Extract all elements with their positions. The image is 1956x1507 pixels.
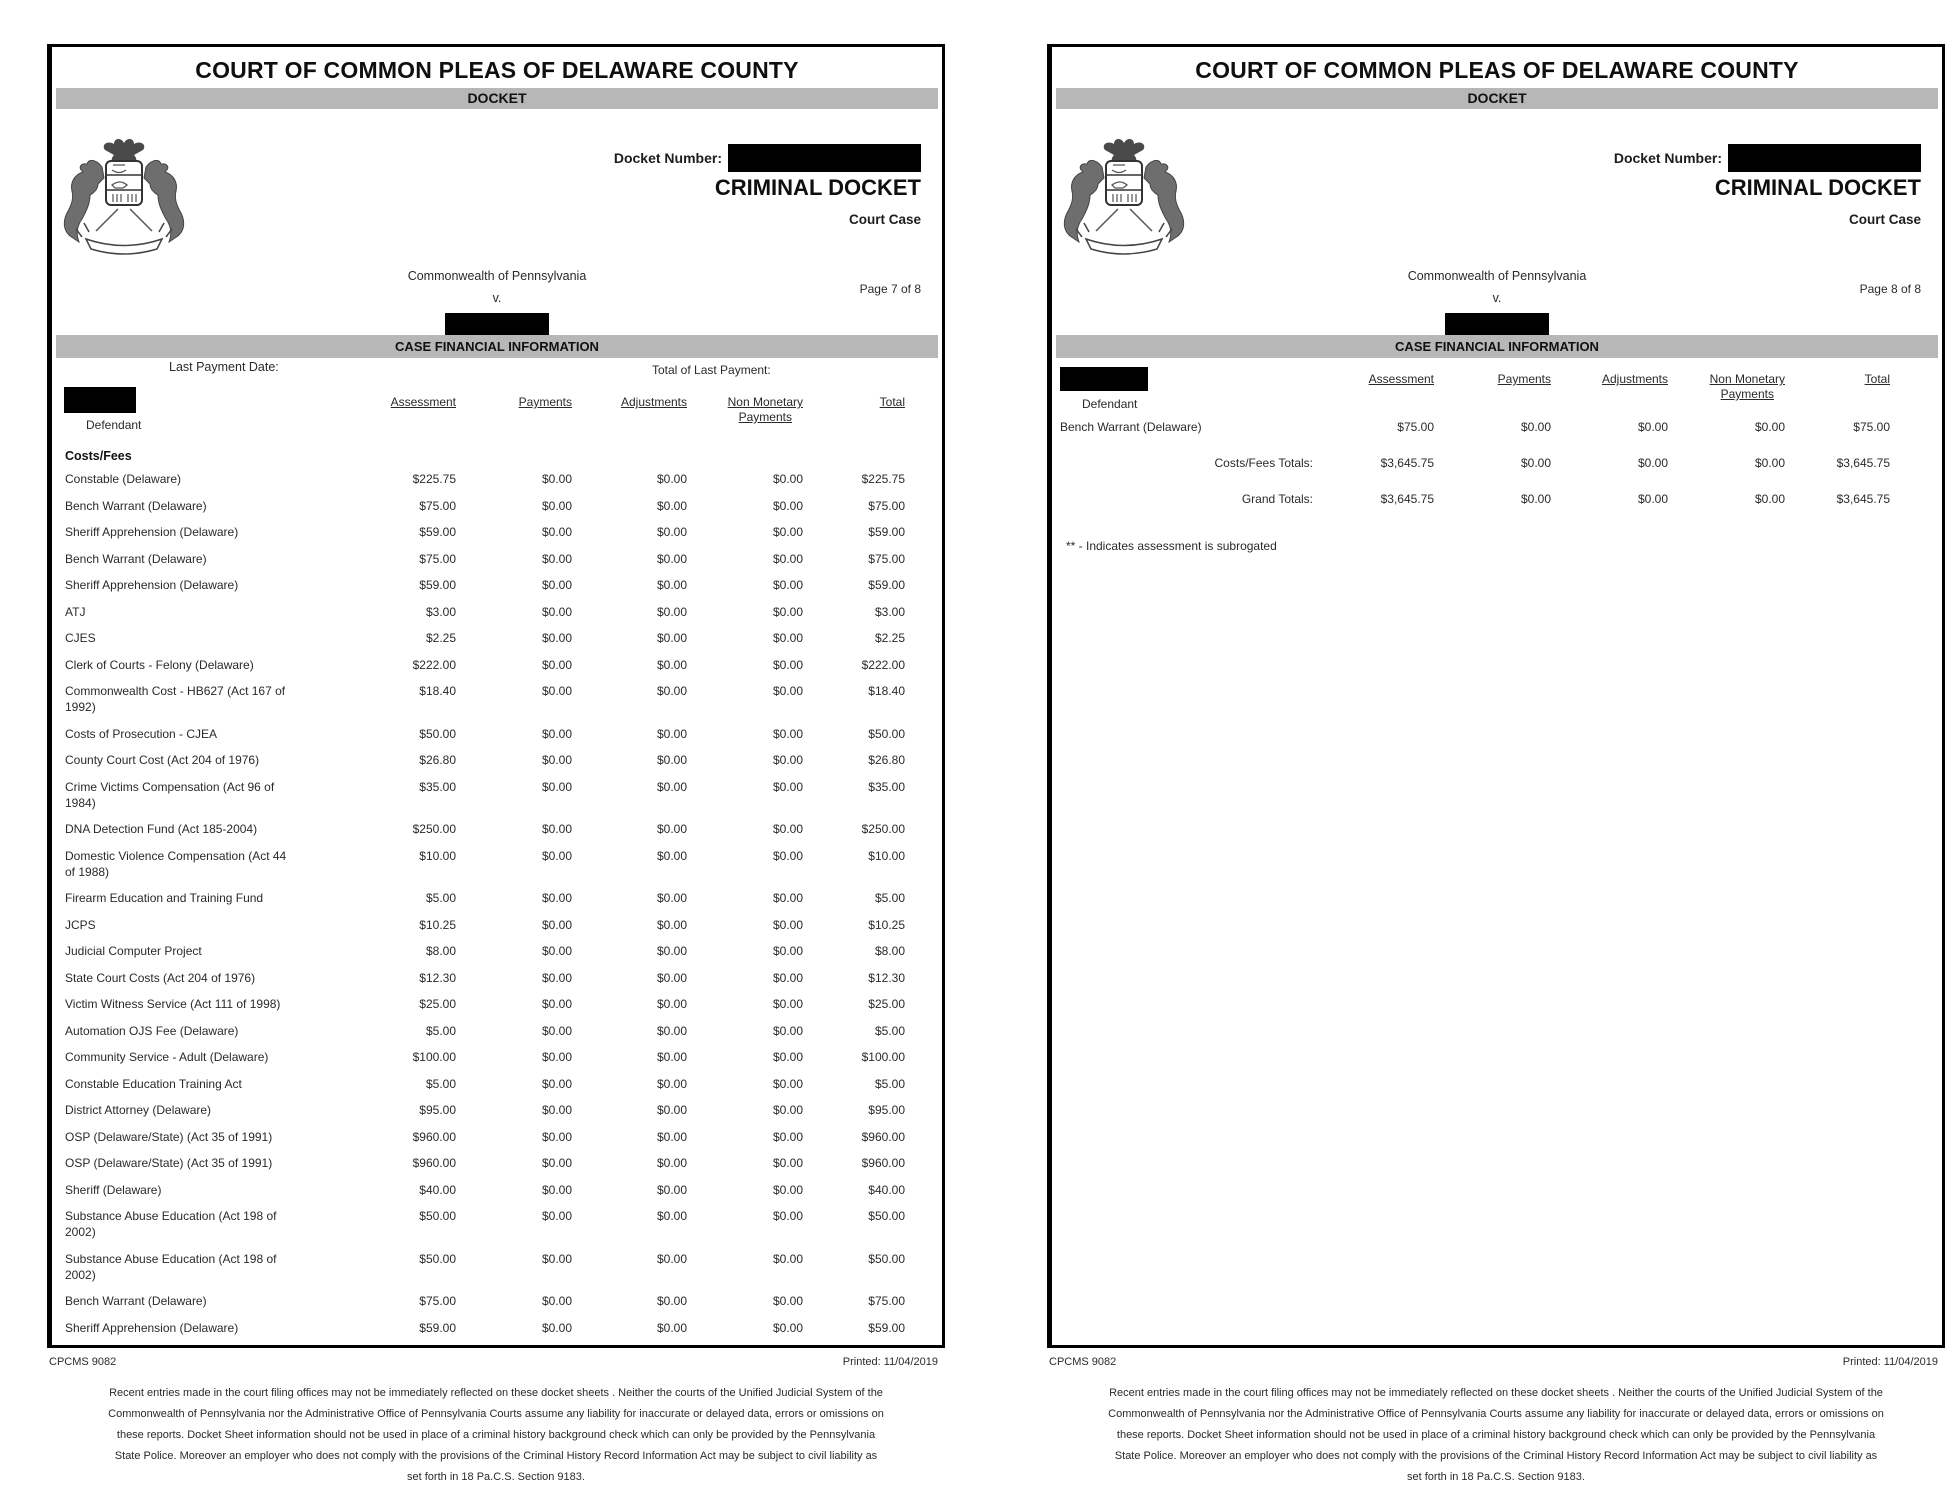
fee-payments: $0.00	[541, 1050, 572, 1064]
fee-non-monetary: $0.00	[772, 997, 803, 1011]
column-header-payments: Payments	[518, 395, 572, 409]
fee-non-monetary: $0.00	[772, 578, 803, 592]
fee-adjustments: $0.00	[656, 604, 687, 619]
fee-non-monetary: $0.00	[1754, 420, 1785, 434]
fee-table-row	[65, 943, 905, 959]
column-header-adjustments: Adjustments	[1601, 372, 1668, 386]
fee-adjustments: $0.00	[656, 1023, 687, 1038]
fee-payments: $0.00	[541, 498, 572, 513]
fee-payments: $0.00	[541, 525, 572, 539]
fee-adjustments: $0.00	[656, 1129, 687, 1144]
fee-label: ATJ	[65, 604, 86, 619]
fee-assessment: $59.00	[419, 1320, 456, 1335]
totals-total: $3,645.75	[1836, 492, 1890, 506]
fee-total: $100.00	[861, 1050, 905, 1064]
fee-adjustments: $0.00	[656, 498, 687, 513]
fee-label: Costs of Prosecution - CJEA	[65, 726, 218, 741]
fee-total: $3.00	[874, 604, 905, 619]
totals-assessment: $3,645.75	[1380, 456, 1434, 470]
fee-total: $960.00	[861, 1129, 905, 1144]
fee-non-monetary: $0.00	[772, 1156, 803, 1170]
form-id: CPCMS 9082	[49, 1356, 117, 1368]
fee-table-row	[65, 1049, 905, 1065]
fee-table-row	[65, 471, 905, 487]
fee-payments: $0.00	[541, 970, 572, 985]
fee-rows	[1060, 419, 1890, 435]
fee-total: $75.00	[868, 551, 905, 566]
costs-fees-section-header: Costs/Fees	[65, 449, 132, 463]
fee-total: $75.00	[1853, 420, 1890, 434]
fee-adjustments: $0.00	[656, 822, 687, 836]
fee-table-row	[65, 917, 905, 933]
fee-table-row	[65, 577, 905, 593]
fee-adjustments: $0.00	[656, 1320, 687, 1335]
fee-label: Sheriff Apprehension (Delaware)	[65, 525, 239, 539]
fee-non-monetary: $0.00	[772, 1209, 803, 1223]
court-case-label: Court Case	[1848, 212, 1921, 227]
fee-payments: $0.00	[541, 1251, 572, 1266]
fee-non-monetary: $0.00	[772, 1251, 803, 1266]
fee-payments: $0.00	[541, 1076, 572, 1091]
fee-table-row	[65, 779, 905, 811]
docket-number-line	[1614, 144, 1921, 172]
fee-payments: $0.00	[541, 1294, 572, 1308]
case-financial-information-band: CASE FINANCIAL INFORMATION	[56, 335, 938, 358]
column-header-adjustments: Adjustments	[620, 395, 687, 409]
fee-adjustments: $0.00	[656, 726, 687, 741]
fee-payments: $0.00	[541, 631, 572, 645]
printed-date: Printed: 11/04/2019	[1842, 1356, 1938, 1368]
fee-non-monetary: $0.00	[772, 1129, 803, 1144]
fee-total: $8.00	[874, 944, 905, 958]
fee-total: $50.00	[868, 1251, 905, 1266]
fee-table-row	[65, 752, 905, 768]
fee-assessment: $10.25	[419, 917, 456, 932]
fee-label: Bench Warrant (Delaware)	[65, 1294, 207, 1308]
fee-label: Community Service - Adult (Delaware)	[65, 1050, 269, 1064]
fee-non-monetary: $0.00	[772, 551, 803, 566]
fee-payments: $0.00	[541, 997, 572, 1011]
fee-total: $5.00	[874, 1023, 905, 1038]
fee-table-row	[65, 1182, 905, 1198]
fee-payments: $0.00	[541, 604, 572, 619]
fee-table-row	[65, 498, 905, 514]
fee-label: County Court Cost (Act 204 of 1976)	[65, 753, 260, 767]
fee-non-monetary: $0.00	[772, 604, 803, 619]
fee-assessment: $75.00	[1397, 420, 1434, 434]
fee-label: Crime Victims Compensation (Act 96 of 1984)	[65, 779, 275, 810]
fee-non-monetary: $0.00	[772, 822, 803, 836]
fee-non-monetary: $0.00	[772, 498, 803, 513]
docket-band: DOCKET	[1056, 88, 1938, 109]
fee-payments: $0.00	[541, 822, 572, 836]
fee-non-monetary: $0.00	[772, 631, 803, 645]
fee-label: DNA Detection Fund (Act 185-2004)	[65, 822, 258, 836]
fee-label: Firearm Education and Training Fund	[65, 891, 264, 905]
fee-assessment: $26.80	[419, 753, 456, 767]
fee-label: Bench Warrant (Delaware)	[65, 551, 207, 566]
fee-payments: $0.00	[541, 1320, 572, 1335]
caption-versus: v.	[1492, 291, 1502, 305]
fee-payments: $0.00	[541, 657, 572, 672]
fee-adjustments: $0.00	[656, 1294, 687, 1308]
fee-non-monetary: $0.00	[772, 1023, 803, 1038]
fee-total: $59.00	[868, 1320, 905, 1335]
fee-table-row	[65, 1251, 905, 1283]
fee-assessment: $10.00	[419, 848, 456, 863]
fee-label: OSP (Delaware/State) (Act 35 of 1991)	[65, 1156, 273, 1170]
fee-non-monetary: $0.00	[772, 753, 803, 767]
disclaimer-text: Recent entries made in the court filing offices may not be immediately reflected on these docket sheets . Neither the courts of the Unified Judicial System of the Commonwealth of Pennsylvania nor the Administrative Office of Pennsylvania Courts assume any liability for inaccurate or delayed data, errors or omissions on these reports. Docket Sheet information should not be used in place of a criminal history background check which can only be provided by the Pennsylvania State Police. Moreover an employer who does not comply with the provisions of the Criminal History Record Information Act may be subject to civil liability as set forth in 18 Pa.C.S. Section 9183.	[108, 1387, 884, 1483]
total-of-last-payment-label: Total of Last Payment:	[652, 363, 771, 377]
fee-label: Constable (Delaware)	[65, 472, 182, 486]
financial-column-headers	[65, 395, 905, 425]
fee-adjustments: $0.00	[656, 1251, 687, 1266]
fee-assessment: $250.00	[412, 822, 456, 836]
form-id: CPCMS 9082	[1049, 1356, 1117, 1368]
fee-payments: $0.00	[541, 779, 572, 794]
fee-payments: $0.00	[541, 891, 572, 905]
fee-adjustments: $0.00	[656, 472, 687, 486]
fee-table-row	[65, 1293, 905, 1309]
fee-adjustments: $0.00	[656, 631, 687, 645]
criminal-docket-title: CRIMINAL DOCKET	[1714, 175, 1921, 200]
fee-payments: $0.00	[541, 1023, 572, 1038]
disclaimer-text: Recent entries made in the court filing offices may not be immediately reflected on these docket sheets . Neither the courts of the Unified Judicial System of the Commonwealth of Pennsylvania nor the Administrative Office of Pennsylvania Courts assume any liability for inaccurate or delayed data, errors or omissions on these reports. Docket Sheet information should not be used in place of a criminal history background check which can only be provided by the Pennsylvania State Police. Moreover an employer who does not comply with the provisions of the Criminal History Record Information Act may be subject to civil liability as set forth in 18 Pa.C.S. Section 9183.	[1108, 1387, 1884, 1483]
fee-total: $960.00	[861, 1156, 905, 1170]
fee-non-monetary: $0.00	[772, 1076, 803, 1091]
financial-column-headers	[1060, 372, 1890, 402]
fee-assessment: $50.00	[419, 1251, 456, 1266]
page-number: Page 7 of 8	[859, 282, 921, 296]
column-header-assessment: Assessment	[390, 395, 456, 409]
pennsylvania-coat-of-arms-icon	[1062, 133, 1186, 257]
fee-non-monetary: $0.00	[772, 684, 803, 698]
fee-total: $40.00	[868, 1182, 905, 1197]
fee-assessment: $100.00	[412, 1050, 456, 1064]
column-header-total: Total	[1864, 372, 1890, 386]
fee-label: Constable Education Training Act	[65, 1076, 242, 1091]
totals-row	[1060, 491, 1890, 507]
column-header-assessment: Assessment	[1368, 372, 1434, 386]
pennsylvania-coat-of-arms-icon	[62, 133, 186, 257]
fee-assessment: $222.00	[412, 657, 456, 672]
fee-adjustments: $0.00	[656, 891, 687, 905]
fee-payments: $0.00	[541, 684, 572, 698]
fee-table-row	[65, 1320, 905, 1336]
totals-payments: $0.00	[1520, 456, 1551, 470]
fee-table-row	[65, 726, 905, 742]
case-caption	[1052, 269, 1942, 338]
column-header-non-monetary: Non Monetary Payments	[1709, 372, 1785, 401]
fee-payments: $0.00	[541, 1209, 572, 1223]
fee-assessment: $35.00	[419, 779, 456, 794]
column-header-total: Total	[879, 395, 905, 409]
fee-total: $222.00	[861, 657, 905, 672]
docket-number-label: Docket Number:	[1613, 150, 1722, 166]
fee-non-monetary: $0.00	[772, 726, 803, 741]
fee-payments: $0.00	[541, 848, 572, 863]
fee-total: $10.25	[868, 917, 905, 932]
fee-payments: $0.00	[541, 753, 572, 767]
fee-assessment: $5.00	[425, 891, 456, 905]
criminal-docket-title: CRIMINAL DOCKET	[714, 175, 921, 200]
fee-non-monetary: $0.00	[772, 779, 803, 794]
totals-payments: $0.00	[1520, 492, 1551, 506]
totals-non-monetary: $0.00	[1754, 492, 1785, 506]
fee-table-row	[65, 1129, 905, 1145]
caption-party: Commonwealth of Pennsylvania	[407, 269, 587, 283]
fee-assessment: $18.40	[419, 684, 456, 698]
caption-party: Commonwealth of Pennsylvania	[1407, 269, 1587, 283]
fee-assessment: $3.00	[425, 604, 456, 619]
docket-page-7	[47, 44, 945, 1348]
court-case-label: Court Case	[848, 212, 921, 227]
fee-adjustments: $0.00	[656, 1209, 687, 1223]
fee-adjustments: $0.00	[656, 997, 687, 1011]
fee-payments: $0.00	[541, 1129, 572, 1144]
fee-label: Bench Warrant (Delaware)	[65, 498, 207, 513]
fee-assessment: $12.30	[419, 970, 456, 985]
fee-assessment: $50.00	[419, 1209, 456, 1223]
fee-table-row	[65, 1023, 905, 1039]
fee-assessment: $75.00	[419, 498, 456, 513]
fee-non-monetary: $0.00	[772, 1182, 803, 1197]
fee-table-row	[65, 1076, 905, 1092]
fee-assessment: $5.00	[425, 1023, 456, 1038]
fee-non-monetary: $0.00	[772, 891, 803, 905]
fee-adjustments: $0.00	[656, 1182, 687, 1197]
fee-total: $75.00	[868, 498, 905, 513]
fee-total: $50.00	[868, 1209, 905, 1223]
fee-non-monetary: $0.00	[772, 944, 803, 958]
fee-adjustments: $0.00	[656, 1103, 687, 1117]
costs-fees-rows	[65, 471, 905, 1346]
totals-non-monetary: $0.00	[1754, 456, 1785, 470]
fee-total: $59.00	[868, 578, 905, 592]
fee-label: CJES	[65, 631, 96, 645]
fee-payments: $0.00	[541, 578, 572, 592]
fee-label: Judicial Computer Project	[65, 944, 202, 958]
caption-versus: v.	[492, 291, 502, 305]
column-header-payments: Payments	[1497, 372, 1551, 386]
totals-adjustments: $0.00	[1637, 456, 1668, 470]
fee-non-monetary: $0.00	[772, 1103, 803, 1117]
fee-adjustments: $0.00	[656, 848, 687, 863]
fee-assessment: $960.00	[412, 1129, 456, 1144]
fee-adjustments: $0.00	[656, 551, 687, 566]
fee-total: $2.25	[874, 631, 905, 645]
fee-total: $35.00	[868, 779, 905, 794]
totals-label: Grand Totals:	[1241, 492, 1313, 506]
fee-total: $75.00	[868, 1294, 905, 1308]
fee-label: State Court Costs (Act 204 of 1976)	[65, 970, 256, 985]
fee-label: Sheriff Apprehension (Delaware)	[65, 1320, 239, 1335]
fee-payments: $0.00	[541, 917, 572, 932]
totals-rows	[1060, 455, 1890, 507]
fee-non-monetary: $0.00	[772, 917, 803, 932]
fee-table-row	[65, 848, 905, 880]
fee-label: Victim Witness Service (Act 111 of 1998)	[65, 997, 281, 1011]
fee-table-row	[65, 551, 905, 567]
fee-table-row	[1060, 419, 1890, 435]
totals-label: Costs/Fees Totals:	[1214, 456, 1313, 470]
subrogation-footnote: ** - Indicates assessment is subrogated	[1066, 539, 1277, 553]
fee-label: Bench Warrant (Delaware)	[1060, 420, 1202, 434]
fee-payments: $0.00	[1520, 420, 1551, 434]
fee-total: $18.40	[868, 684, 905, 698]
fee-assessment: $225.75	[412, 472, 456, 486]
fee-table-row	[65, 890, 905, 906]
fee-total: $5.00	[874, 891, 905, 905]
fee-total: $225.75	[861, 472, 905, 486]
fee-non-monetary: $0.00	[772, 1050, 803, 1064]
fee-total: $5.00	[874, 1076, 905, 1091]
printed-date: Printed: 11/04/2019	[842, 1356, 938, 1368]
fee-adjustments: $0.00	[656, 779, 687, 794]
fee-adjustments: $0.00	[1637, 420, 1668, 434]
fee-non-monetary: $0.00	[772, 525, 803, 539]
fee-assessment: $59.00	[419, 578, 456, 592]
fee-assessment: $50.00	[419, 726, 456, 741]
fee-label: Clerk of Courts - Felony (Delaware)	[65, 657, 254, 672]
fee-total: $12.30	[868, 970, 905, 985]
totals-adjustments: $0.00	[1637, 492, 1668, 506]
fee-assessment: $59.00	[419, 525, 456, 539]
fee-total: $95.00	[868, 1103, 905, 1117]
fee-payments: $0.00	[541, 1156, 572, 1170]
fee-assessment: $960.00	[412, 1156, 456, 1170]
fee-table-row	[65, 1102, 905, 1118]
page-title: COURT OF COMMON PLEAS OF DELAWARE COUNTY	[195, 57, 799, 83]
fee-payments: $0.00	[541, 726, 572, 741]
financial-summary-rows	[1060, 419, 1890, 507]
fee-table-row	[65, 604, 905, 620]
fee-adjustments: $0.00	[656, 917, 687, 932]
fee-assessment: $95.00	[419, 1103, 456, 1117]
fee-payments: $0.00	[541, 472, 572, 486]
fee-adjustments: $0.00	[656, 578, 687, 592]
fee-adjustments: $0.00	[656, 970, 687, 985]
column-header-non-monetary: Non Monetary Payments	[727, 395, 803, 424]
fee-assessment: $25.00	[419, 997, 456, 1011]
fee-adjustments: $0.00	[656, 1050, 687, 1064]
fee-assessment: $75.00	[419, 551, 456, 566]
fee-adjustments: $0.00	[656, 657, 687, 672]
case-caption	[52, 269, 942, 338]
fee-label: Automation OJS Fee (Delaware)	[65, 1023, 239, 1038]
fee-table-row	[65, 1208, 905, 1240]
fee-adjustments: $0.00	[656, 1076, 687, 1091]
page-title: COURT OF COMMON PLEAS OF DELAWARE COUNTY	[1195, 57, 1799, 83]
last-payment-date-label: Last Payment Date:	[169, 360, 279, 374]
docket-number-line	[614, 144, 921, 172]
fee-non-monetary: $0.00	[772, 1320, 803, 1335]
fee-payments: $0.00	[541, 1103, 572, 1117]
fee-table-row	[65, 524, 905, 540]
fee-adjustments: $0.00	[656, 1156, 687, 1170]
fee-assessment: $40.00	[419, 1182, 456, 1197]
fee-non-monetary: $0.00	[772, 1294, 803, 1308]
fee-adjustments: $0.00	[656, 684, 687, 698]
redacted-docket-number	[728, 144, 921, 172]
fee-assessment: $8.00	[425, 944, 456, 958]
fee-non-monetary: $0.00	[772, 970, 803, 985]
fee-adjustments: $0.00	[656, 753, 687, 767]
fee-adjustments: $0.00	[656, 944, 687, 958]
fee-label: Sheriff (Delaware)	[65, 1182, 162, 1197]
page-number: Page 8 of 8	[1859, 282, 1921, 296]
docket-number-label: Docket Number:	[613, 150, 722, 166]
fee-table-row	[65, 970, 905, 986]
fee-total: $50.00	[868, 726, 905, 741]
docket-page-8	[1047, 44, 1945, 1348]
defendant-label: Defendant	[86, 418, 142, 432]
fee-label: JCPS	[65, 917, 96, 932]
totals-assessment: $3,645.75	[1380, 492, 1434, 506]
defendant-label: Defendant	[1082, 397, 1138, 411]
totals-row	[1060, 455, 1890, 471]
fee-label: OSP (Delaware/State) (Act 35 of 1991)	[65, 1129, 273, 1144]
fee-total: $10.00	[868, 848, 905, 863]
fee-non-monetary: $0.00	[772, 472, 803, 486]
fee-non-monetary: $0.00	[772, 848, 803, 863]
fee-total: $25.00	[868, 997, 905, 1011]
fee-non-monetary: $0.00	[772, 657, 803, 672]
fee-assessment: $5.00	[425, 1076, 456, 1091]
fee-assessment: $2.25	[425, 631, 456, 645]
fee-label: Sheriff Apprehension (Delaware)	[65, 578, 239, 592]
totals-total: $3,645.75	[1836, 456, 1890, 470]
case-financial-information-band: CASE FINANCIAL INFORMATION	[1056, 335, 1938, 358]
fee-total: $250.00	[861, 822, 905, 836]
fee-assessment: $75.00	[419, 1294, 456, 1308]
fee-total: $26.80	[868, 753, 905, 767]
fee-payments: $0.00	[541, 944, 572, 958]
fee-table-row	[65, 630, 905, 646]
fee-table-row	[65, 821, 905, 837]
fee-table-row	[65, 683, 905, 715]
fee-adjustments: $0.00	[656, 525, 687, 539]
fee-table-row	[65, 1155, 905, 1171]
docket-band: DOCKET	[56, 88, 938, 109]
fee-label: Substance Abuse Education (Act 198 of 2002)	[65, 1209, 277, 1239]
fee-label: District Attorney (Delaware)	[65, 1103, 212, 1117]
fee-table-row	[65, 657, 905, 673]
fee-payments: $0.00	[541, 551, 572, 566]
fee-table-row	[65, 996, 905, 1012]
fee-payments: $0.00	[541, 1182, 572, 1197]
fee-label: Domestic Violence Compensation (Act 44 of 1988)	[65, 848, 287, 879]
fee-label: Commonwealth Cost - HB627 (Act 167 of 1992)	[65, 684, 286, 714]
fee-label: Substance Abuse Education (Act 198 of 2002)	[65, 1251, 277, 1282]
fee-total: $59.00	[868, 525, 905, 539]
redacted-docket-number	[1728, 144, 1921, 172]
